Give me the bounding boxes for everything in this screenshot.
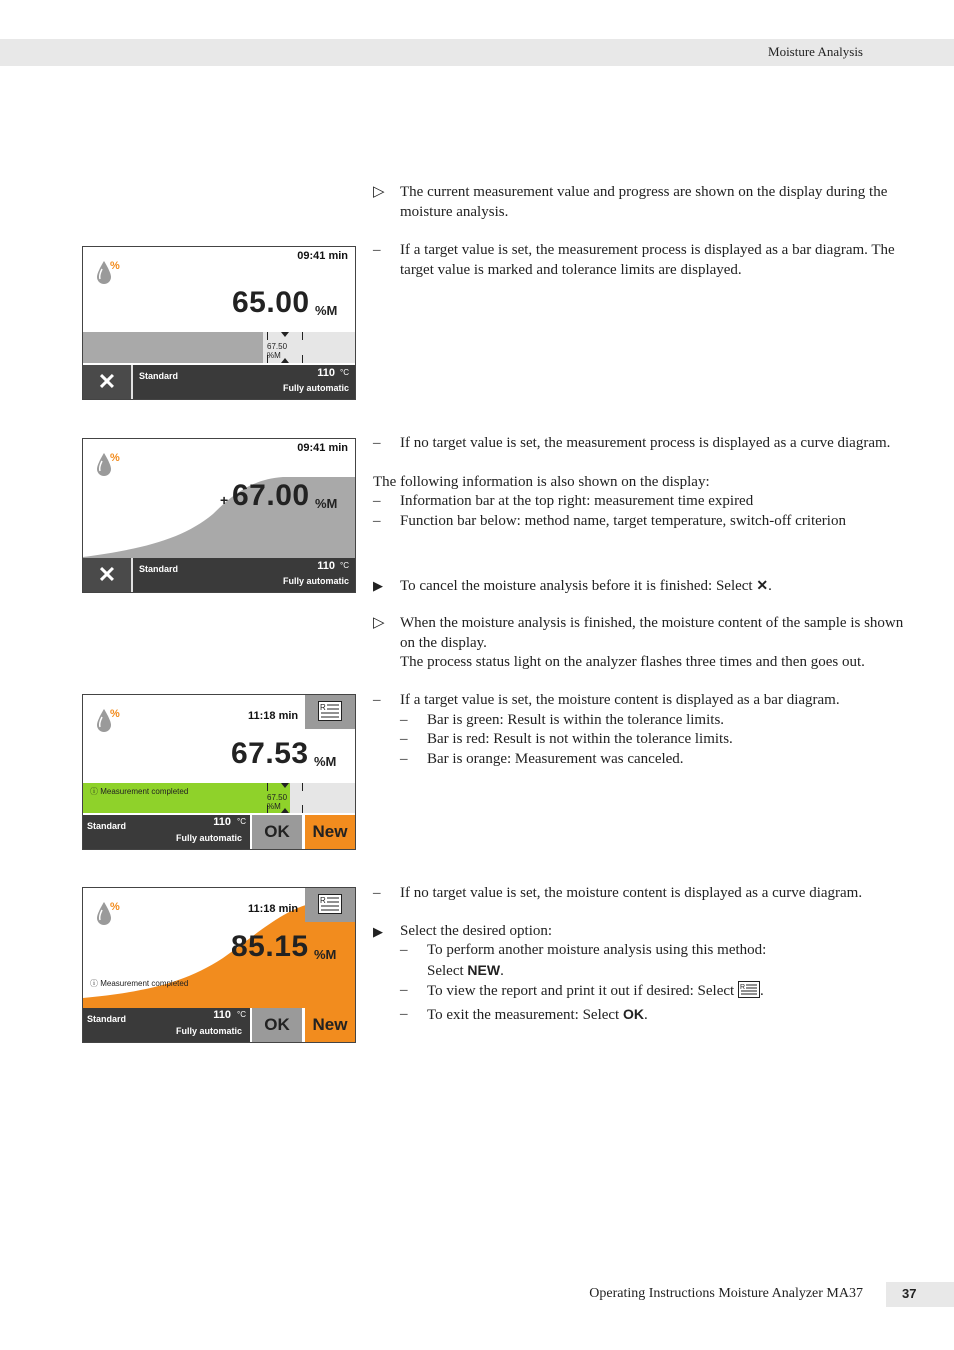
- target-value: 67.50 %M: [267, 342, 288, 360]
- target-marker: [267, 783, 303, 813]
- target-arrow-down-icon: [281, 783, 289, 788]
- elapsed-time: 11:18 min: [248, 903, 299, 915]
- page-number: 37: [902, 1286, 917, 1301]
- cancel-button[interactable]: [83, 365, 133, 399]
- list-item: ▷ The current measurement value and progress are shown on the display during the moisture analysis.: [373, 184, 888, 220]
- switch-off-criterion: Fully automatic: [175, 833, 242, 843]
- moisture-drop-icon: [95, 705, 121, 735]
- function-bar: [133, 558, 355, 592]
- temperature-unit: °C: [340, 368, 349, 377]
- target-value: 67.50 %M: [267, 793, 288, 811]
- measurement-value: 67.00: [232, 479, 310, 512]
- text-bar-diagram: [373, 241, 918, 280]
- svg-text:%: %: [110, 708, 120, 720]
- switch-off-criterion: Fully automatic: [282, 383, 349, 393]
- report-icon: [318, 701, 342, 721]
- method-name: Standard: [139, 564, 179, 574]
- section-title: Moisture Analysis: [768, 44, 863, 59]
- list-item: – If a target value is set, the moisture content is displayed as a bar diagram.: [373, 692, 840, 708]
- moisture-drop-icon: [95, 257, 121, 287]
- method-name: Standard: [87, 821, 127, 831]
- paragraph: The following information is also shown on the display:: [373, 473, 710, 490]
- display-screen-curve-progress: [82, 438, 356, 593]
- list-item: – To exit the measurement: Select OK.: [400, 1005, 648, 1023]
- close-icon: ✕: [756, 577, 769, 593]
- list-item: – Function bar below: method name, target temperature, switch-off criterion: [373, 512, 846, 529]
- svg-text:R: R: [320, 703, 326, 712]
- list-item: – To view the report and print it out if desired: Select R .: [373, 981, 918, 1005]
- switch-off-criterion: Fully automatic: [282, 576, 349, 586]
- result-value: 85.15: [231, 930, 309, 963]
- list-item: – If no target value is set, the measurement process is displayed as a curve diagram.: [373, 435, 891, 451]
- list-item: – Information bar at the top right: measurement time expired: [373, 493, 754, 509]
- svg-text:%: %: [110, 901, 120, 913]
- cancel-button[interactable]: [83, 558, 133, 592]
- result-value: 67.53: [231, 737, 309, 770]
- value-unit: %M: [315, 303, 338, 318]
- measurement-value: 65.00: [232, 286, 310, 319]
- report-button[interactable]: [305, 695, 355, 729]
- trend-sign: +: [220, 492, 229, 508]
- target-temperature: 110: [317, 560, 335, 572]
- text-result-bar: [373, 691, 918, 769]
- progress-bar: [83, 332, 263, 363]
- list-item: – Bar is orange: Measurement was canceled.: [400, 750, 684, 767]
- list-item: – If a target value is set, the measurement process is displayed as a bar diagram. The target value is marked and tolerance limits are displayed.: [373, 242, 895, 278]
- report-button[interactable]: [305, 888, 355, 922]
- target-temperature: 110: [213, 816, 231, 828]
- text-options: [373, 884, 918, 1025]
- method-name: Standard: [139, 371, 179, 381]
- moisture-drop-icon: [95, 898, 121, 928]
- temperature-unit: °C: [237, 1010, 246, 1019]
- svg-text:%: %: [110, 260, 120, 272]
- target-temperature: 110: [317, 367, 335, 379]
- status-message: ⓘ Measurement completed: [90, 787, 189, 796]
- text-intro: [373, 183, 918, 222]
- list-item: – If no target value is set, the moisture content is displayed as a curve diagram.: [373, 885, 863, 901]
- function-bar: [133, 365, 355, 399]
- list-item: ▷ When the moisture analysis is finished, the moisture content of the sample is shown on the display. The process status light on the analyzer flashes three times and then goes out.: [373, 615, 904, 670]
- new-button[interactable]: New: [305, 1008, 355, 1042]
- page-number-box: [886, 1282, 954, 1307]
- function-bar: [83, 1008, 250, 1042]
- text-finished: [373, 614, 918, 673]
- footer-text: Operating Instructions Moisture Analyzer MA37: [589, 1286, 863, 1301]
- elapsed-time: 09:41 min: [297, 250, 348, 262]
- target-marker: [267, 332, 303, 363]
- list-item: – Bar is green: Result is within the tolerance limits.: [400, 711, 725, 728]
- status-message: ⓘ Measurement completed: [90, 979, 189, 988]
- temperature-unit: °C: [237, 817, 246, 826]
- text-curve-diagram: [373, 434, 918, 531]
- svg-text:%: %: [110, 452, 120, 464]
- elapsed-time: 11:18 min: [248, 710, 299, 722]
- progress-track: [83, 332, 355, 363]
- measurement-curve: [83, 477, 355, 558]
- display-screen-bar-progress: [82, 246, 356, 400]
- header-bar: [0, 39, 954, 66]
- target-arrow-down-icon: [281, 332, 289, 337]
- svg-text:R: R: [739, 984, 746, 991]
- moisture-drop-icon: [95, 449, 121, 479]
- list-item: – To perform another moisture analysis using this method: Select NEW.: [400, 942, 767, 979]
- text-cancel: [373, 576, 918, 597]
- display-screen-curve-result: [82, 887, 356, 1043]
- report-icon: [318, 894, 342, 914]
- display-screen-bar-result: [82, 694, 356, 850]
- function-bar: [83, 815, 250, 849]
- new-button[interactable]: New: [305, 815, 355, 849]
- list-item: – Bar is red: Result is not within the tolerance limits.: [400, 731, 733, 747]
- switch-off-criterion: Fully automatic: [175, 1026, 242, 1036]
- close-icon: ✕: [97, 369, 117, 394]
- ok-button[interactable]: OK: [252, 815, 302, 849]
- close-icon: ✕: [97, 562, 117, 587]
- target-temperature: 110: [213, 1009, 231, 1021]
- value-unit: %M: [315, 496, 338, 511]
- temperature-unit: °C: [340, 561, 349, 570]
- value-unit: %M: [314, 947, 337, 962]
- list-item: ▶ To cancel the moisture analysis before it is finished: Select ✕.: [373, 577, 772, 594]
- value-unit: %M: [314, 754, 337, 769]
- report-icon: [738, 981, 760, 1005]
- ok-button[interactable]: OK: [252, 1008, 302, 1042]
- svg-text:R: R: [320, 896, 326, 905]
- elapsed-time: 09:41 min: [297, 442, 348, 454]
- list-item: ▶ Select the desired option:: [373, 922, 553, 939]
- method-name: Standard: [87, 1014, 127, 1024]
